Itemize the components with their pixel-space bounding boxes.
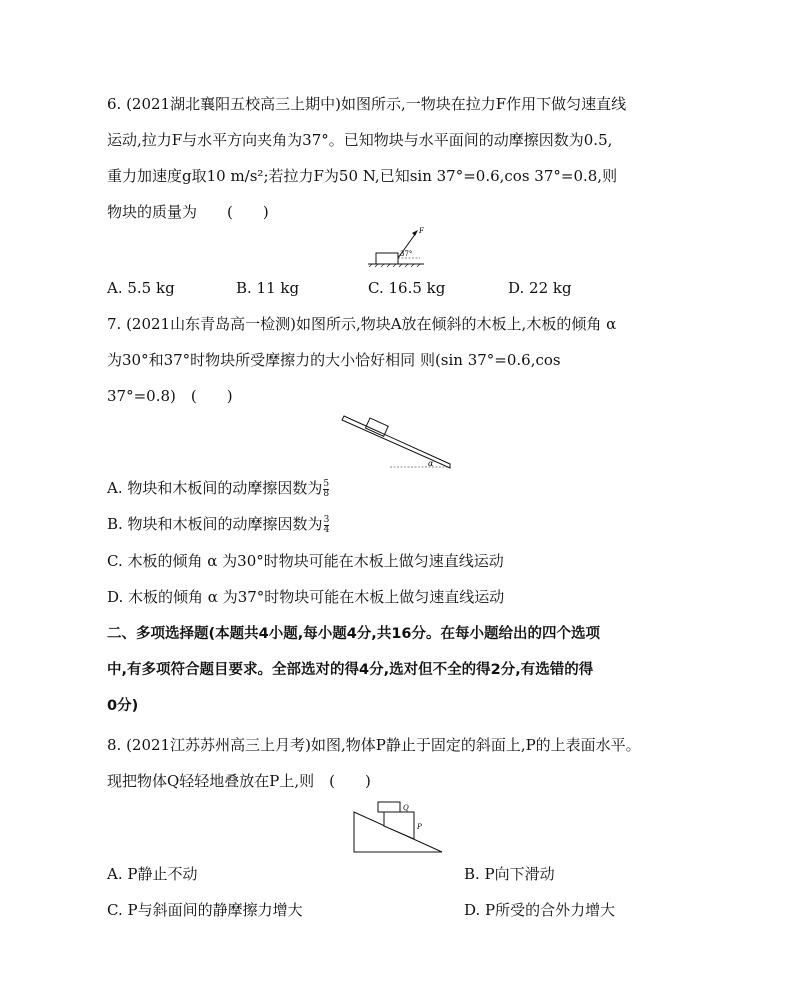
q6-block: [376, 253, 398, 264]
q8-block-q: [378, 802, 400, 812]
q7-option-a-text: A. 物块和木板间的动摩擦因数为: [107, 479, 323, 497]
q7-option-b-numerator: 3: [323, 514, 330, 525]
q8-option-c: C. P与斜面间的静摩擦力增大: [107, 901, 303, 919]
q7-option-b-denominator: 4: [323, 524, 330, 535]
q7-stem-line-2: 为30°和37°时物块所受摩擦力的大小恰好相同 则(sin 37°=0.6,cos: [107, 351, 561, 369]
q8-stem-line-2: 现把物体Q轻轻地叠放在P上,则 ( ): [107, 772, 371, 790]
q6-stem-line-4: 物块的质量为 ( ): [107, 203, 269, 221]
q7-figure: [340, 412, 455, 472]
q6-option-b: B. 11 kg: [236, 279, 300, 297]
q7-option-b-fraction: [324, 516, 330, 535]
q7-option-a-fraction: [323, 480, 329, 499]
q7-inclined-board: [342, 416, 450, 468]
q8-figure: [352, 797, 447, 855]
q7-option-b-text: B. 物块和木板间的动摩擦因数为: [107, 515, 323, 533]
q7-option-b: [107, 514, 329, 535]
q7-option-d: D. 木板的倾角 α 为37°时物块可能在木板上做匀速直线运动: [107, 588, 505, 606]
q7-stem-line-3: 37°=0.8) ( ): [107, 387, 233, 405]
q7-option-a-numerator: 5: [323, 478, 330, 489]
q7-option-c: C. 木板的倾角 α 为30°时物块可能在木板上做匀速直线运动: [107, 552, 504, 570]
q6-stem-line-3: 重力加速度g取10 m/s²;若拉力F为50 N,已知sin 37°=0.6,cos 37°=0.8,则: [107, 167, 618, 185]
q6-stem-line-1: 6. (2021湖北襄阳五校高三上期中)如图所示,一物块在拉力F作用下做匀速直线: [107, 95, 627, 113]
q6-option-c: C. 16.5 kg: [368, 279, 446, 297]
q8-block-p: [384, 812, 414, 839]
q6-stem-line-2: 运动,拉力F与水平方向夹角为37°。已知物块与水平面间的动摩擦因数为0.5,: [107, 131, 613, 149]
q6-option-a: A. 5.5 kg: [107, 279, 175, 297]
q8-p-label: P: [417, 823, 422, 831]
q8-stem-line-1: 8. (2021江苏苏州高三上月考)如图,物体P静止于固定的斜面上,P的上表面水平。: [107, 736, 641, 754]
q7-option-a-denominator: 8: [323, 488, 330, 499]
section-2-heading-line-2: 中,有多项符合题目要求。全部选对的得4分,选对但不全的得2分,有选错的得: [107, 662, 594, 678]
q6-option-d: D. 22 kg: [508, 279, 572, 297]
section-2-heading-line-3: 0分): [107, 698, 139, 714]
q6-figure: [368, 224, 428, 268]
section-2-heading-line-1: 二、多项选择题(本题共4小题,每小题4分,共16分。在每小题给出的四个选项: [107, 626, 600, 642]
q8-option-d: D. P所受的合外力增大: [464, 901, 616, 919]
q7-angle-label: α: [428, 459, 434, 468]
q6-arrow-head: [412, 230, 418, 236]
q8-q-label: Q: [403, 804, 409, 812]
q6-angle-label: 37°: [400, 250, 413, 258]
q7-option-a: [107, 478, 329, 499]
q7-stem-line-1: 7. (2021山东青岛高一检测)如图所示,物块A放在倾斜的木板上,木板的倾角 α: [107, 315, 617, 333]
q8-option-a: A. P静止不动: [107, 865, 198, 883]
q8-option-b: B. P向下滑动: [464, 865, 555, 883]
q6-force-label: F: [419, 227, 424, 235]
